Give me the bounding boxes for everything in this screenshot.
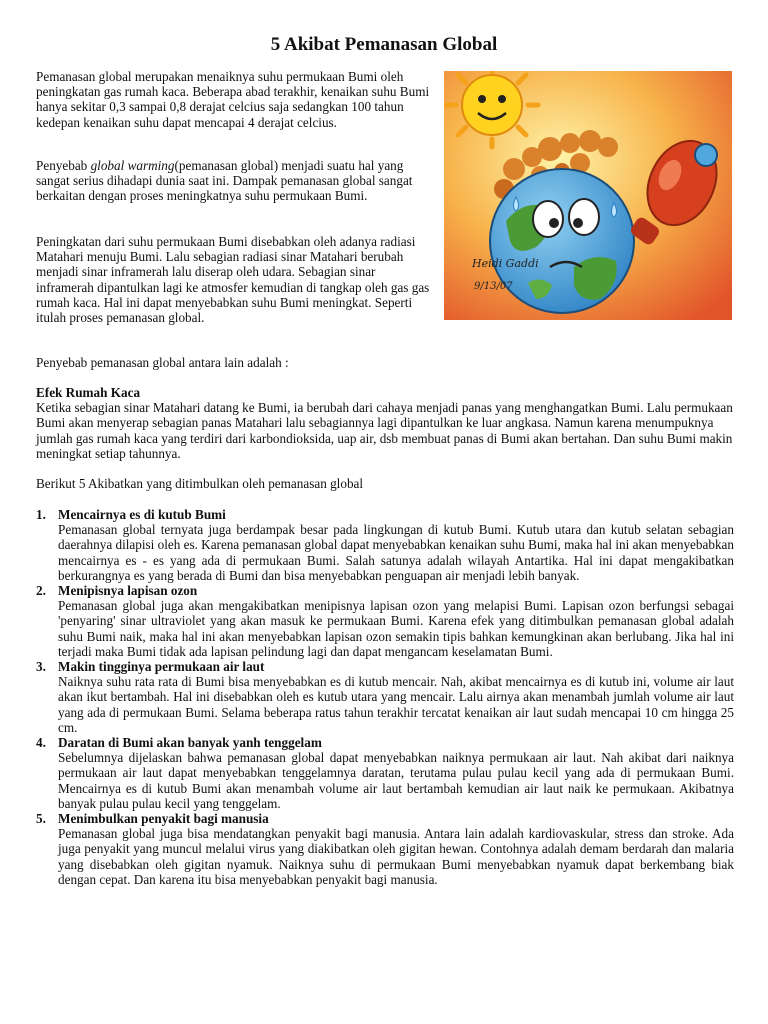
global-warming-illustration	[444, 71, 732, 320]
causes-intro: Penyebab pemanasan global antara lain adalah :	[36, 355, 289, 370]
item-text: Pemanasan global ternyata juga berdampak besar pada lingkungan di kutub Bumi. Kutub utara dan kutub selatan sebagian daerahnya dilapisi oleh es. Karena pemanasan global dapat menyebabkan kenaikan suhu Bumi, maka hal ini akan menyebabkan mencairnya es - es yang ada di permukaan Bumi. Salah satunya adalah wilayah Antartika. Hal ini dapat mengakibatkan berkurangnya es yang berada di Bumi dan bisa menyebabkan penguapan air menjadi lebih banyak.	[58, 522, 734, 583]
item-title: Menimbulkan penyakit bagi manusia	[58, 811, 269, 827]
item-number: 5.	[36, 811, 46, 827]
item-title: Menipisnya lapisan ozon	[58, 583, 198, 599]
intro-p2-lead: Penyebab	[36, 158, 91, 173]
intro-paragraph-1: Pemanasan global merupakan menaiknya suhu permukaan Bumi oleh peningkatan gas rumah kaca. Beberapa abad terakhir, kenaikan suhu Bumi hanya sekitar 0,3 sampai 0,8 derajat celcius saja sedangkan 100 tahun kedepan kenaikan suhu dapat mencapai 4 derajat celcius.	[36, 69, 430, 130]
svg-text:9/13/07: 9/13/07	[474, 281, 513, 292]
item-text: Naiknya suhu rata rata di Bumi bisa menyebabkan es di kutub mencair. Nah, akibat mencairnya es di kutub ini, volume air laut akan ikut bertambah. Hal ini disebabkan oleh es kutub utara yang mencair. Lalu airnya akan menambah jumlah volume air laut yang ada di permukaan Bumi. Selama beberapa ratus tahun terakhir tercatat kenaikan air laut sudah mencapai 10 cm hingga 25 cm.	[58, 674, 734, 735]
list-item	[36, 507, 734, 583]
item-number: 4.	[36, 735, 46, 751]
item-text: Pemanasan global juga akan mengakibatkan menipisnya lapisan ozon yang melapisi Bumi. Lapisan ozon berfungsi sebagai 'penyaring' sinar ultraviolet yang akan masuk ke permukaan Bumi. Karena efek yang ditimbulkan pemanasan global adalah suhu Bumi naik, maka hal ini akan menyebabkan lapisan ozon semakin tipis bahkan kemungkinan akan berlubang. Jika hal ini terjadi maka Bumi tidak ada lapisan pelindung lagi dan dapat mengancam keselamatan Bumi.	[58, 598, 734, 659]
intro-paragraph-2	[36, 158, 431, 204]
effects-intro: Berikut 5 Akibatkan yang ditimbulkan oleh pemanasan global	[36, 476, 364, 491]
list-item	[36, 735, 734, 811]
item-number: 1.	[36, 507, 46, 522]
global-warming-term: global warming	[90, 158, 175, 173]
greenhouse-text: Ketika sebagian sinar Matahari datang ke Bumi, ia berubah dari cahaya menjadi panas yang menghangatkan Bumi. Lalu permukaan Bumi akan menyerap sebagian panas Matahari lalu sebagiannya lagi dipantulkan ke luar angkasa. Namun karena menumpuknya jumlah gas rumah kaca yang terdiri dari karbondioksida, uap air, dsb membuat panas di Bumi akan bertahan. Dan suhu Bumi makin meningkat setiap tahunnya.	[36, 400, 733, 461]
item-text: Sebelumnya dijelaskan bahwa pemanasan global dapat menyebabkan naiknya permukaan air laut. Nah akibat dari naiknya permukaan air laut dapat menyebabkan tenggelamnya daratan, terutama pulau pulau kecil yang ada di permukaan Bumi. Mencairnya es di kutub Bumi akan menambah volume air laut bertambah kemudian air laut naik ke permukaan. Akibatnya banyak pulau pulau kecil yang tenggelam.	[58, 750, 734, 811]
list-item	[36, 659, 734, 735]
list-item	[36, 583, 734, 659]
list-item	[36, 811, 734, 887]
greenhouse-heading: Efek Rumah Kaca	[36, 385, 141, 400]
item-number: 2.	[36, 583, 46, 599]
item-text: Pemanasan global juga bisa mendatangkan penyakit bagi manusia. Antara lain adalah kardiovaskular, stress dan stroke. Ada juga penyakit yang muncul melalui virus yang diakibatkan oleh gigitan hewan. Contohnya adalah demam berdarah dan malaria yang disebabkan oleh gigitan nyamuk. Naiknya suhu di permukaan Bumi menyebabkan nyamuk dapat berkembang biak dengan cepat. Dan karena itu bisa menyebabkan penyakit bagi manusia.	[58, 826, 734, 887]
effects-list	[36, 507, 734, 887]
intro-p2-rest: (pemanasan global) menjadi suatu hal yang sangat serius dihadapi dunia saat ini. Dampak pemanasan global sangat berkaitan dengan proses meningkatnya suhu permukaan Bumi.	[36, 158, 413, 204]
greenhouse-section	[36, 385, 736, 461]
page-title: 5 Akibat Pemanasan Global	[270, 34, 498, 55]
item-title: Daratan di Bumi akan banyak yanh tenggelam	[58, 735, 322, 751]
svg-text:Heidi Gaddi: Heidi Gaddi	[472, 257, 539, 270]
item-number: 3.	[36, 659, 46, 675]
intro-paragraph-3: Peningkatan dari suhu permukaan Bumi disebabkan oleh adanya radiasi Matahari menuju Bumi. Lalu sebagian radiasi sinar Matahari berubah menjadi sinar inframerah lalu diserap oleh udara. Sebagian sinar inframerah dipantulkan lagi ke atmosfer kemudian di tangkap oleh gas gas rumah kaca. Hal ini dapat menyebabkan suhu Bumi meningkat. Seperti itulah proses pemanasan global.	[36, 234, 430, 326]
item-title: Mencairnya es di kutub Bumi	[58, 507, 226, 522]
item-title: Makin tingginya permukaan air laut	[58, 659, 265, 675]
